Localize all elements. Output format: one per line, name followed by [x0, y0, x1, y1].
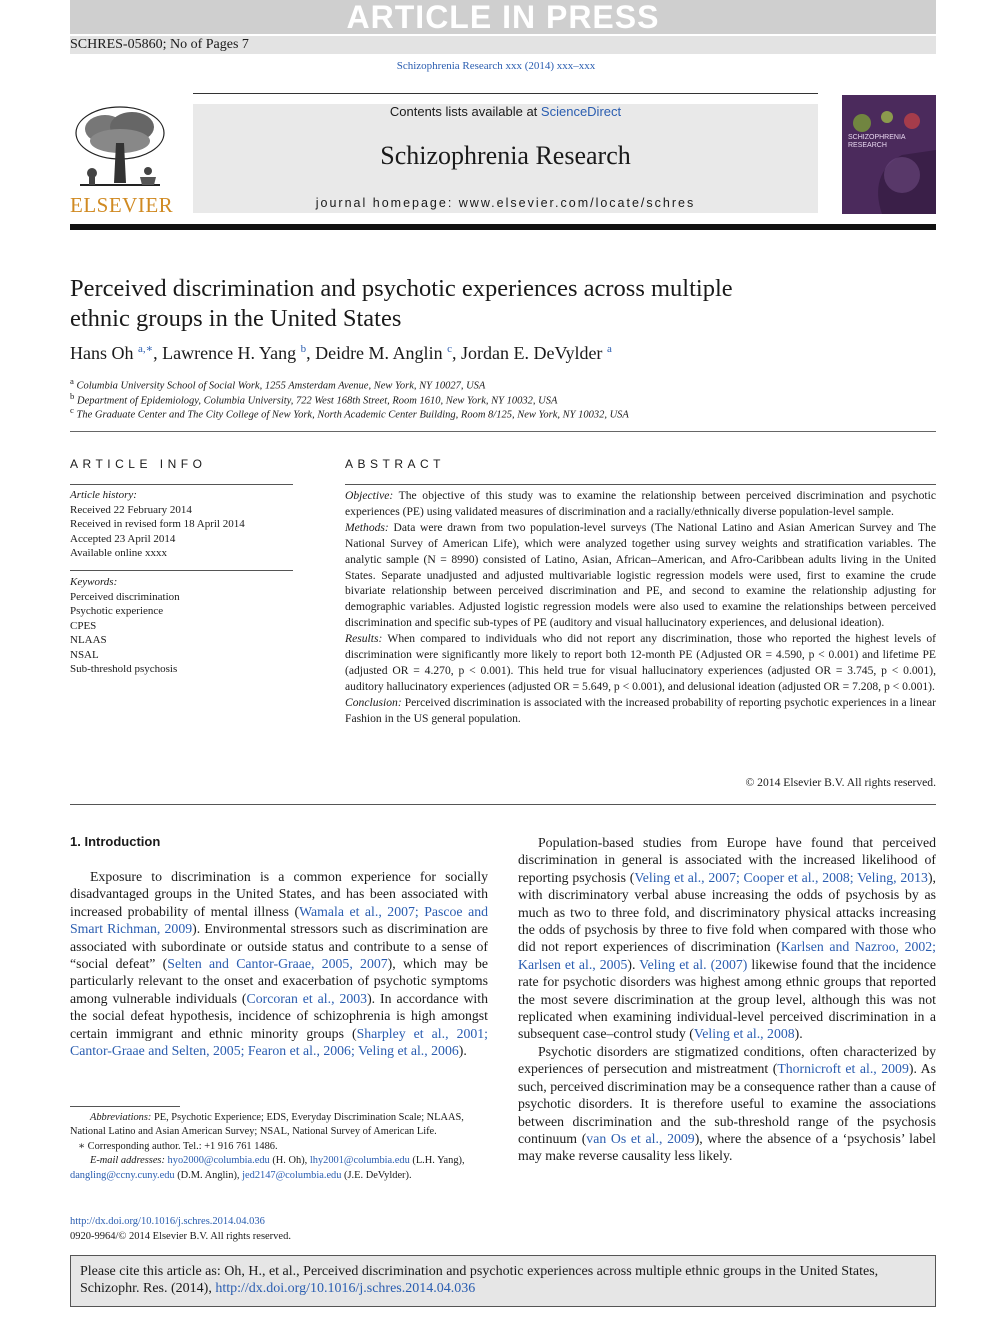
email-footnote: [70, 1154, 490, 1183]
citation-link[interactable]: Veling et al., 2008: [693, 1026, 795, 1042]
title-divider: [70, 431, 936, 432]
paragraph-text: ), with discriminatory verbal abuse increasing the odds of psychosis by as much as two to three fold, and discriminatory physical attacks increasing the odds of psychosis by three to five fold when compared with those who did not report experiences of discrimination (: [518, 869, 936, 955]
affiliation: [70, 376, 936, 392]
history-item: Accepted 23 April 2014: [70, 532, 176, 545]
page-id: SCHRES-05860; No of Pages 7: [70, 36, 936, 54]
history-item: Received 22 February 2014: [70, 503, 192, 516]
email-link[interactable]: hyo2000@columbia.edu: [167, 1155, 270, 1167]
paragraph-text: Psychotic disorders are stigmatized conditions, often characterized by experiences of persecution and mistreatment (: [518, 1043, 936, 1077]
objective-text: The objective of this study was to examine the relationship between perceived discrimination and psychotic experiences (PE) using validated measures of discrimination and a racially/ethnically diverse population-level sample.: [345, 489, 936, 518]
corresponding-author-footnote: ∗ Corresponding author. Tel.: +1 916 761 1486.: [78, 1140, 278, 1152]
affiliation-marker: c: [70, 405, 74, 415]
keywords: [70, 575, 293, 677]
methods-text: Data were drawn from two population-level surveys (The National Latino and Asian American Survey and The National Survey of American Life), which were analyzed together using survey weights and stratification variables. The analytic sample (N = 8990) consisted of Latino, Asian, African–American, and Afro-Caribbean adults living in the United States. Separate unadjusted and adjusted multivariable logistic regression models were used, first to examine the crude bivariate relationship between perceived discrimination and PE, and second to examine the relationship adjusting for demographic variables. Adjusted logistic regression models were also used to examine the relationships between perceived discrimination and specific sub-types of PE (auditory and visual hallucinatory experiences, and delusional ideation).: [345, 520, 936, 630]
author-name: Lawrence H. Yang: [162, 343, 297, 363]
doi-block: [70, 1215, 291, 1244]
results-text: When compared to individuals who did not report any discrimination, those who reported the highest levels of discrimination were significantly more likely to report both 12-month PE (Adjusted OR = 4.590, p < 0.001) and lifetime PE (adjusted OR = 4.270, p < 0.001). This held true for visual hallucinatory experiences (adjusted OR = 3.745, p < 0.001), auditory hallucinatory experiences (adjusted OR = 5.649, p < 0.001), and delusional ideation (adjusted OR = 7.208, p < 0.001).: [345, 632, 936, 693]
abstract-results: [345, 631, 936, 695]
abstract-objective: [345, 488, 936, 520]
contents-prefix: Contents lists available at: [389, 104, 538, 119]
abbreviations-label: Abbreviations:: [90, 1112, 152, 1123]
cover-title: SCHIZOPHRENIA RESEARCH: [848, 134, 906, 149]
cite-text: Please cite this article as: Oh, H., et al., Perceived discrimination and psychotic experiences across multiple ethnic groups in the United States, Schizophr. Res. (2014),: [80, 1264, 879, 1296]
article-in-press-banner: [70, 0, 936, 34]
author-affiliation-marker[interactable]: c: [447, 343, 452, 355]
author-name: Jordan E. DeVylder: [460, 343, 603, 363]
keywords-label: Keywords:: [70, 576, 118, 588]
article-history: [70, 488, 293, 561]
author-name: Hans Oh: [70, 343, 134, 363]
issn-line: 0920-9964/© 2014 Elsevier B.V. All rights reserved.: [70, 1230, 291, 1242]
abbreviations-footnote: [70, 1111, 490, 1140]
tree-icon: [70, 103, 170, 193]
paragraph-text: ).: [627, 956, 640, 972]
sciencedirect-link[interactable]: ScienceDirect: [540, 104, 622, 119]
article-info-heading: ARTICLE INFO: [70, 457, 207, 471]
paragraph-text: Population-based studies from Europe have found that perceived discrimination in general is associated with the increased likelihood of reporting psychosis (: [518, 835, 936, 885]
keyword: CPES: [70, 619, 97, 632]
contents-line: [193, 104, 818, 119]
email-link[interactable]: lhy2001@columbia.edu: [309, 1155, 410, 1167]
results-label: Results:: [345, 632, 383, 646]
author-list: Hans Oh $^{a,∗}$, Lawrence H. Yang $^b$, Deidre M. Anglin $^c$, Jordan E. DeVylder $^a$: [70, 343, 612, 363]
citation-link[interactable]: Sharpley et al., 2001; Cantor-Graae and Selten, 2005; Fearon et al., 2006; Veling et al., 2006: [70, 1025, 488, 1059]
abstract-copyright: © 2014 Elsevier B.V. All rights reserved.: [745, 776, 936, 789]
journal-cover-thumbnail[interactable]: [842, 95, 936, 214]
affiliation-marker: b: [70, 391, 75, 401]
article-title-line-2: ethnic groups in the United States: [70, 305, 402, 332]
paragraph-text: ).: [458, 1043, 467, 1059]
author-affiliation-marker[interactable]: a,∗: [138, 343, 154, 355]
paragraph-text: ), which may be particularly relevant to the onset and exacerbation of psychotic symptoms among vulnerable individuals (: [70, 956, 488, 1006]
objective-label: Objective:: [345, 489, 394, 502]
history-item: Available online xxxx: [70, 547, 167, 559]
intro-paragraph-2: [518, 834, 936, 1043]
affiliation-marker: a: [70, 376, 74, 386]
cite-this-article-text: [80, 1263, 930, 1297]
paragraph-text: Exposure to discrimination is a common experience for socially disadvantaged groups in the United States, and has been associated with increased probability of mental illness (: [70, 869, 488, 919]
email-label: E-mail addresses:: [90, 1155, 165, 1167]
affiliation-text: Department of Epidemiology, Columbia University, 722 West 168th Street, Room 1610, New York, NY 10032, USA: [77, 395, 558, 407]
paragraph-text: ). Environmental stressors such as discrimination are associated with subordinate or outside status and contribute to a sense of “social defeat” (: [70, 921, 488, 972]
intro-paragraph-3: [518, 1043, 936, 1165]
paragraph-text: likewise found that the incidence rate for psychotic disorders was highest among ethnic groups that reported the most severe discrimination at the group level, although this was not replicated when examining individual-level perceived discrimination in a subsequent case–control study (: [518, 956, 936, 1042]
author-affiliation-marker[interactable]: a: [606, 343, 612, 355]
author-affiliation-marker[interactable]: b: [300, 343, 307, 355]
methods-label: Methods:: [345, 520, 389, 534]
header-top-rule: [193, 93, 818, 94]
paragraph-text: ), where the absence of a ‘psychosis’ label may make reverse causality less likely.: [518, 1130, 936, 1164]
cover-art-icon: [842, 95, 936, 214]
citation-link[interactable]: Thornicroft et al., 2009: [777, 1061, 909, 1077]
footnotes: [70, 1111, 490, 1183]
banner-text: ARTICLE IN PRESS: [346, 0, 660, 35]
footnote-rule: [70, 1106, 180, 1107]
citation-link[interactable]: Karlsen and Nazroo, 2002; Karlsen et al., 2005: [518, 939, 936, 972]
citation-link[interactable]: Veling et al., 2007; Cooper et al., 2008; Veling, 2013: [634, 869, 928, 885]
abstract-divider: [70, 804, 936, 805]
article-title-line-1: Perceived discrimination and psychotic experiences across multiple: [70, 275, 733, 302]
email-owner: (D.M. Anglin),: [174, 1169, 243, 1181]
abstract-methods: [345, 520, 936, 631]
email-owner: (J.E. DeVylder).: [341, 1169, 412, 1181]
paragraph-text: ). In accordance with the social defeat hypothesis, incidence of schizophrenia is high amongst certain immigrant and ethnic minority groups (: [70, 990, 488, 1041]
journal-title: Schizophrenia Research: [380, 141, 631, 170]
keyword: NSAL: [70, 648, 99, 661]
affiliation-text: The Graduate Center and The City College of New York, North Academic Center Building, Room 8/125, New York, NY 10032, USA: [76, 409, 629, 421]
paragraph-text: ). As such, perceived discrimination may be a consequence rather than a cause of psychotic disorders. It is therefore useful to examine the associations between discrimination and the sub-threshold range of the psychosis continuum (: [518, 1061, 936, 1146]
affiliation-text: Columbia University School of Social Work, 1255 Amsterdam Avenue, New York, NY 10027, USA: [76, 380, 486, 392]
body-column-left: [70, 868, 488, 1059]
intro-paragraph-1: [70, 868, 488, 1059]
journal-homepage[interactable]: journal homepage: www.elsevier.com/locate/schres: [315, 196, 696, 210]
email-owner: (L.H. Yang),: [409, 1155, 465, 1167]
citation-link[interactable]: Wamala et al., 2007; Pascoe and Smart Richman, 2009: [70, 903, 488, 937]
conclusion-text: Perceived discrimination is associated with the increased probability of reporting psychotic experiences in a linear Fashion in the US general population.: [345, 695, 936, 725]
section-heading-introduction: 1. Introduction: [70, 834, 161, 849]
keyword: NLAAS: [70, 634, 107, 646]
article-info-rule: [70, 570, 293, 571]
paragraph-text: ).: [794, 1026, 803, 1042]
history-item: Received in revised form 18 April 2014: [70, 518, 245, 530]
cite-doi-link[interactable]: http://dx.doi.org/10.1016/j.schres.2014.04.036: [215, 1281, 476, 1296]
abstract-conclusion: [345, 695, 936, 727]
affiliation: [70, 405, 936, 421]
citation-link[interactable]: Corcoran et al., 2003: [246, 990, 368, 1006]
article-info-rule: [70, 484, 293, 485]
keyword: Sub-threshold psychosis: [70, 663, 178, 675]
author-name: Deidre M. Anglin: [315, 343, 443, 363]
citation-link[interactable]: Selten and Cantor-Graae, 2005, 2007: [167, 956, 388, 972]
keyword: Psychotic experience: [70, 605, 164, 617]
body-column-right: [518, 834, 936, 1165]
citation-link[interactable]: Veling et al. (2007): [639, 956, 748, 972]
history-label: Article history:: [70, 489, 137, 501]
citation-link[interactable]: van Os et al., 2009: [586, 1130, 695, 1146]
keyword: Perceived discrimination: [70, 590, 180, 603]
email-link[interactable]: dangling@ccny.cuny.edu: [70, 1169, 175, 1181]
doi-link[interactable]: http://dx.doi.org/10.1016/j.schres.2014.04.036: [70, 1216, 265, 1227]
abstract-body: [345, 488, 936, 727]
abbreviations-text: PE, Psychotic Experience; EDS, Everyday Discrimination Scale; NLAAS, National Latino and Asian American Survey; NSAL, National Survey of American Life.: [70, 1112, 464, 1138]
header-thick-rule: [70, 224, 936, 230]
citation-line[interactable]: Schizophrenia Research xxx (2014) xxx–xxx: [396, 60, 596, 72]
conclusion-label: Conclusion:: [345, 695, 402, 709]
email-link[interactable]: jed2147@columbia.edu: [242, 1169, 342, 1181]
elsevier-wordmark: ELSEVIER: [70, 193, 174, 217]
article-title: [70, 274, 830, 334]
abstract-heading: ABSTRACT: [345, 457, 446, 471]
abstract-rule: [345, 484, 936, 485]
email-owner: (H. Oh),: [269, 1155, 310, 1167]
